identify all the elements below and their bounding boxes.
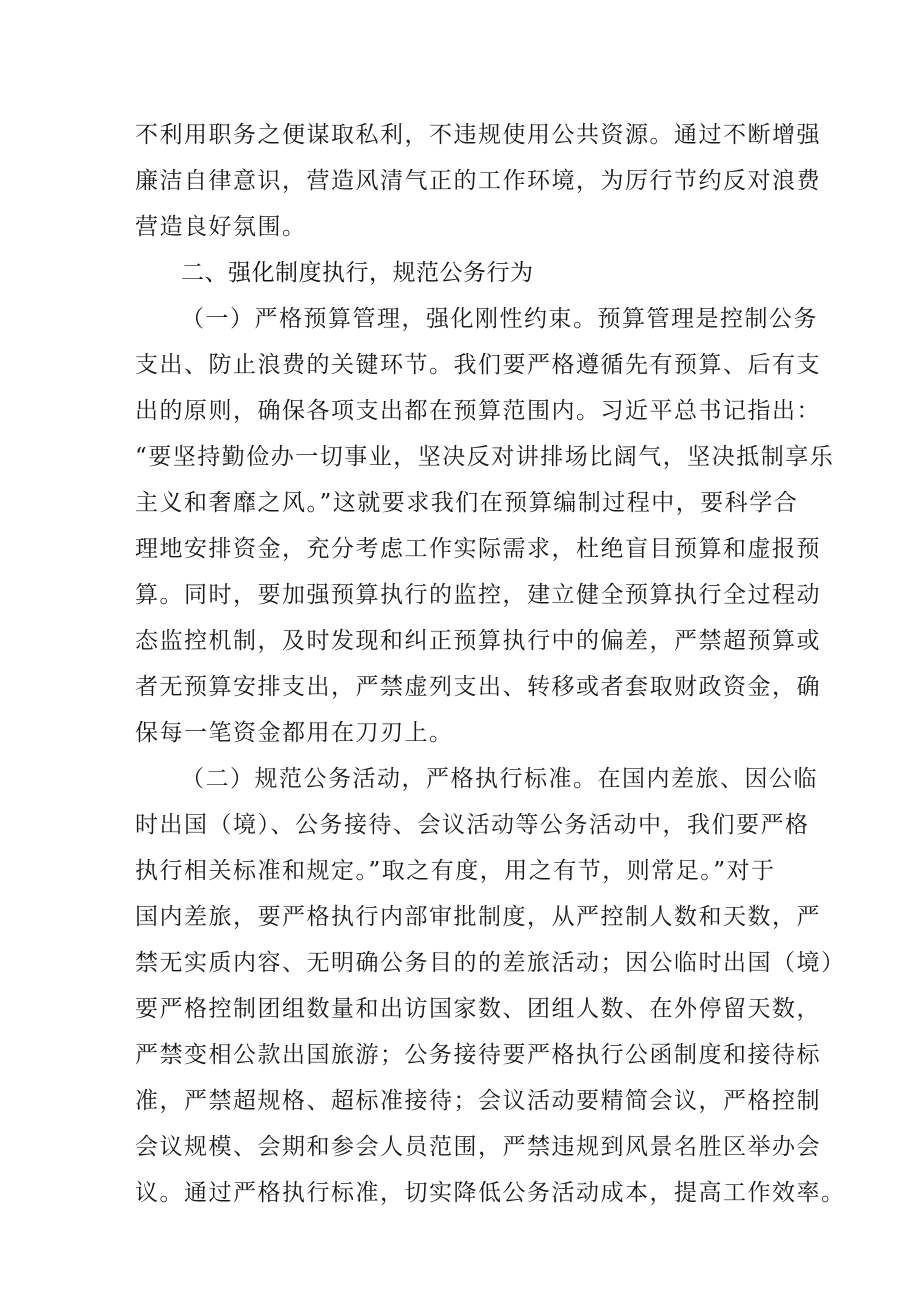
paragraph1-line-6: 理地安排资金，充分考虑工作实际需求，杜绝盲目预算和虚报预: [135, 536, 821, 562]
intro-line-2: 廉洁自律意识，营造风清气正的工作环境，为厉行节约反对浪费: [135, 168, 821, 194]
paragraph2-line-5: 禁无实质内容、无明确公务目的的差旅活动；因公临时出国（境）: [135, 950, 846, 976]
paragraph1-line-1: （一）严格预算管理，强化刚性约束。预算管理是控制公务: [181, 306, 818, 332]
section-heading: 二、强化制度执行，规范公务行为: [181, 260, 534, 286]
paragraph1-line-5: 主义和奢靡之风。”这就要求我们在预算编制过程中，要科学合: [135, 490, 799, 516]
paragraph2-line-3: 执行相关标准和规定。”取之有度，用之有节，则常足。”对于: [135, 858, 776, 884]
paragraph2-line-1: （二）规范公务活动，严格执行标准。在国内差旅、因公临: [181, 766, 818, 792]
paragraph2-line-7: 严禁变相公款出国旅游；公务接待要严格执行公函制度和接待标: [135, 1042, 821, 1068]
paragraph1-line-4: “要坚持勤俭办一切事业，坚决反对讲排场比阔气，坚决抵制享乐: [135, 444, 835, 470]
paragraph1-line-9: 者无预算安排支出，严禁虚列支出、转移或者套取财政资金，确: [135, 674, 821, 700]
paragraph2-line-9: 会议规模、会期和参会人员范围，严禁违规到风景名胜区举办会: [135, 1134, 821, 1160]
paragraph1-line-10: 保每一笔资金都用在刀刃上。: [135, 720, 454, 746]
paragraph2-line-4: 国内差旅，要严格执行内部审批制度，从严控制人数和天数，严: [135, 904, 821, 930]
paragraph2-line-10: 议。通过严格执行标准，切实降低公务活动成本，提高工作效率。: [135, 1180, 846, 1206]
paragraph2-line-8: 准，严禁超规格、超标准接待；会议活动要精简会议，严格控制: [135, 1088, 821, 1114]
paragraph2-line-6: 要严格控制团组数量和出访国家数、团组人数、在外停留天数，: [135, 996, 821, 1022]
intro-line-1: 不利用职务之便谋取私利，不违规使用公共资源。通过不断增强: [135, 122, 821, 148]
paragraph1-line-7: 算。同时，要加强预算执行的监控，建立健全预算执行全过程动: [135, 582, 821, 608]
paragraph1-line-8: 态监控机制，及时发现和纠正预算执行中的偏差，严禁超预算或: [135, 628, 821, 654]
paragraph1-line-2: 支出、防止浪费的关键环节。我们要严格遵循先有预算、后有支: [135, 352, 821, 378]
paragraph1-line-3: 出的原则，确保各项支出都在预算范围内。习近平总书记指出：: [135, 398, 821, 424]
intro-line-3: 营造良好氛围。: [135, 214, 307, 240]
paragraph2-line-2: 时出国（境）、公务接待、会议活动等公务活动中，我们要严格: [135, 812, 810, 838]
